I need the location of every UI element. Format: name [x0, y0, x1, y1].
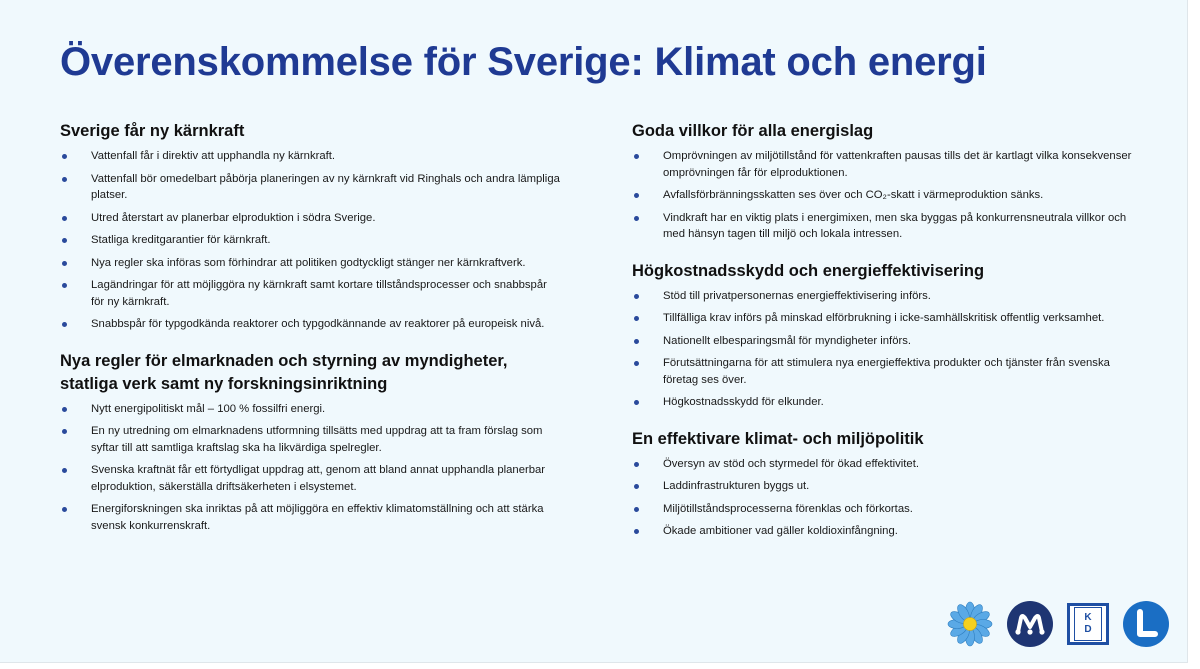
kd-logo-frame — [1074, 607, 1102, 641]
list-item: Snabbspår för typgodkända reaktorer och typgodkännande av reaktorer på europeisk nivå. — [60, 316, 560, 333]
page-title: Överenskommelse för Sverige: Klimat och energi — [60, 40, 987, 84]
list-item: Förutsättningarna för att stimulera nya energieffektiva produkter och tjänster från svenska företag ses över. — [632, 355, 1142, 388]
list-item: Ökade ambitioner vad gäller koldioxinfångning. — [632, 523, 1142, 540]
right-column — [632, 120, 1142, 557]
list-item: Avfallsförbränningsskatten ses över och CO₂-skatt i värmeproduktion sänks. — [632, 187, 1142, 204]
section-elmarknaden — [60, 350, 560, 535]
list-item: Statliga kreditgarantier för kärnkraft. — [60, 232, 560, 249]
m-icon — [1007, 601, 1053, 647]
section-hogkostnadsskydd — [632, 260, 1142, 411]
list-item: Tillfälliga krav införs på minskad elförbrukning i icke-samhällskritisk offentlig verksamhet. — [632, 310, 1142, 327]
kd-letter-k: K — [1084, 612, 1092, 623]
bullet-list — [632, 148, 1142, 243]
list-item: En ny utredning om elmarknadens utformning tillsätts med uppdrag att ta fram förslag som syftar till att samtliga kraftslag ska ha likvärdiga spelregler. — [60, 423, 560, 456]
list-item: Nytt energipolitiskt mål – 100 % fossilfri energi. — [60, 401, 560, 418]
list-item: Energiforskningen ska inriktas på att möjliggöra en effektiv klimatomställning och att stärka svensk konkurrenskraft. — [60, 501, 560, 534]
bullet-list — [632, 288, 1142, 411]
list-item: Nationellt elbesparingsmål för myndigheter införs. — [632, 333, 1142, 350]
m-logo — [1007, 601, 1053, 647]
sd-flower-logo — [947, 601, 993, 647]
kd-logo — [1067, 603, 1109, 645]
list-item: Laddinfrastrukturen byggs ut. — [632, 478, 1142, 495]
list-item: Svenska kraftnät får ett förtydligat uppdrag att, genom att bland annat upphandla planerbar elproduktion, säkerställa driftsäkerheten i elsystemet. — [60, 462, 560, 495]
bullet-list — [60, 148, 560, 333]
section-heading: Högkostnadsskydd och energieffektivisering — [632, 261, 985, 280]
list-item: Översyn av stöd och styrmedel för ökad effektivitet. — [632, 456, 1142, 473]
bullet-list — [632, 456, 1142, 540]
section-energislag — [632, 120, 1142, 243]
list-item: Nya regler ska införas som förhindrar att politiken godtyckligt stänger ner kärnkraftverk. — [60, 255, 560, 272]
list-item: Utred återstart av planerbar elproduktion i södra Sverige. — [60, 210, 560, 227]
section-heading: Nya regler för elmarknaden och styrning av myndigheter, statliga verk samt ny forskningsinriktning — [60, 351, 508, 393]
kd-letter-d: D — [1084, 624, 1092, 635]
list-item: Lagändringar för att möjliggöra ny kärnkraft samt kortare tillståndsprocesser och snabbspår för ny kärnkraft. — [60, 277, 560, 310]
flower-icon — [947, 601, 993, 647]
list-item: Stöd till privatpersonernas energieffektivisering införs. — [632, 288, 1142, 305]
list-item: Omprövningen av miljötillstånd för vattenkraften pausas tills det är kartlagt vilka konsekvenser omprövningen får för elproduktionen. — [632, 148, 1142, 181]
l-icon — [1123, 601, 1169, 647]
list-item: Miljötillståndsprocesserna förenklas och förkortas. — [632, 501, 1142, 518]
section-heading: Sverige får ny kärnkraft — [60, 122, 245, 140]
left-column — [60, 120, 560, 551]
list-item: Vattenfall får i direktiv att upphandla ny kärnkraft. — [60, 148, 560, 165]
bullet-list — [60, 401, 560, 535]
section-heading: Goda villkor för alla energislag — [632, 122, 874, 140]
section-karnkraft — [60, 120, 560, 333]
section-heading: En effektivare klimat- och miljöpolitik — [632, 429, 924, 448]
party-logos — [947, 601, 1169, 647]
section-klimatpolitik — [632, 428, 1142, 540]
l-logo — [1123, 601, 1169, 647]
list-item: Vindkraft har en viktig plats i energimixen, men ska byggas på konkurrensneutrala villkor och med hänsyn tagen till miljö och lokala intressen. — [632, 210, 1142, 243]
list-item: Vattenfall bör omedelbart påbörja planeringen av ny kärnkraft vid Ringhals och andra lämpliga platser. — [60, 171, 560, 204]
list-item: Högkostnadsskydd för elkunder. — [632, 394, 1142, 411]
